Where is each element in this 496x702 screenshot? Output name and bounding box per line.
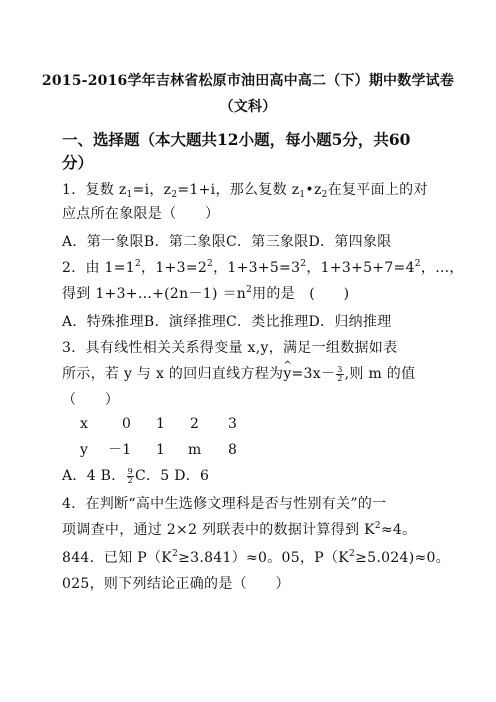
- q2-stem-line2: [62, 284, 446, 304]
- q2-text: 2．由 1=1: [62, 260, 136, 276]
- q2-text: ，1+3+5+7=4: [306, 260, 415, 276]
- q3-stem-line3: （ ）: [62, 392, 120, 408]
- fraction-numerator: 9: [127, 466, 133, 476]
- y-hat-symbol: ^ y: [283, 364, 291, 384]
- q1-sub: 2: [321, 190, 328, 200]
- q2-sup: 2: [246, 285, 253, 295]
- fraction-denominator: 2: [337, 373, 343, 383]
- document-subtitle: （文科）: [219, 99, 277, 115]
- q1-stem-line2: 应点所在象限是（ ）: [62, 206, 220, 222]
- table-cell: m: [188, 442, 202, 458]
- table-cell: 8: [228, 442, 238, 458]
- table-cell: －1: [108, 442, 132, 458]
- q4-text: ≥5.024)≈0。: [355, 550, 450, 566]
- q1-sub: 1: [299, 190, 306, 200]
- table-cell: 1: [156, 416, 166, 432]
- fraction-9-over-2: [127, 468, 134, 485]
- document-title: 2015-2016学年吉林省松原市油田高中高二（下）期中数学试卷: [41, 73, 455, 89]
- q2-text: ，…，: [420, 260, 464, 276]
- q2-sup: 2: [207, 259, 214, 269]
- q2-text: 得到 1+3+…+(2n－1) ＝n: [62, 286, 247, 302]
- q1-stem-line1: [62, 180, 446, 200]
- q4-stem-line1: 4．在判断“高中生选修文理科是否与性别有关”的一: [62, 496, 387, 512]
- q2-text: ，1+3+5=3: [213, 260, 301, 276]
- q3-text: ,则 m 的值: [344, 366, 416, 382]
- q3-stem-line1: 3．具有线性相关关系得变量 x,y，满足一组数据如表: [62, 340, 398, 356]
- q4-stem-line2: [62, 520, 446, 540]
- table-cell: y: [80, 442, 89, 458]
- q3-options: [62, 466, 446, 486]
- q3-stem-line2: [62, 364, 446, 384]
- section-heading-line2: 分）: [62, 153, 94, 172]
- fraction-3-over-2: [336, 366, 343, 383]
- q1-text: =1+i，那么复数 z: [177, 182, 300, 198]
- q3-text: 所示，若 y 与 x 的回归直线方程为: [62, 366, 284, 382]
- q2-stem-line1: [62, 258, 464, 278]
- q4-text: ≥3.841）≈0。05，P（K: [178, 550, 350, 566]
- q4-text: ≈4。: [380, 522, 417, 538]
- q3-text: =3x－: [291, 366, 336, 382]
- q4-stem-line4: 025，则下列结论正确的是（ ）: [62, 576, 290, 592]
- fraction-denominator: 2: [127, 475, 133, 485]
- table-cell: 0: [122, 416, 132, 432]
- q4-sup: 2: [349, 549, 356, 559]
- q1-text: 1．复数 z: [62, 182, 127, 198]
- q3-option-text: C．5 D．6: [134, 468, 210, 484]
- table-cell: 2: [190, 416, 200, 432]
- q3-option-text: A．4 B．: [62, 468, 126, 484]
- table-cell: 3: [228, 416, 238, 432]
- q4-sup: 2: [374, 521, 381, 531]
- q2-sup: 2: [135, 259, 142, 269]
- q4-text: 项调查中，通过 2×2 列联表中的数据计算得到 K: [62, 522, 375, 538]
- q2-sup: 2: [414, 259, 421, 269]
- q1-sub: 2: [171, 190, 178, 200]
- q1-sub: 1: [126, 190, 133, 200]
- table-cell: x: [80, 416, 89, 432]
- q4-sup: 2: [172, 549, 179, 559]
- q4-text: 844．已知 P（K: [62, 550, 173, 566]
- fraction-numerator: 3: [337, 364, 343, 374]
- q1-text: =i，z: [132, 182, 172, 198]
- q2-text: ，1+3=2: [141, 260, 208, 276]
- q2-sup: 2: [300, 259, 307, 269]
- q1-options: A．第一象限B．第二象限C．第三象限D．第四象限: [62, 234, 392, 250]
- section-heading-line1: 一、选择题（本大题共12小题，每小题5分，共60: [62, 130, 411, 149]
- table-cell: 1: [156, 442, 166, 458]
- section-heading: [62, 128, 442, 174]
- q2-options: A．特殊推理B．演绎推理C．类比推理D．归纳推理: [62, 314, 392, 330]
- q2-text: 用的是 ( ): [252, 286, 350, 302]
- q4-stem-line3: [62, 548, 450, 568]
- q1-text: 在复平面上的对: [327, 182, 428, 198]
- q1-text: •z: [305, 182, 322, 198]
